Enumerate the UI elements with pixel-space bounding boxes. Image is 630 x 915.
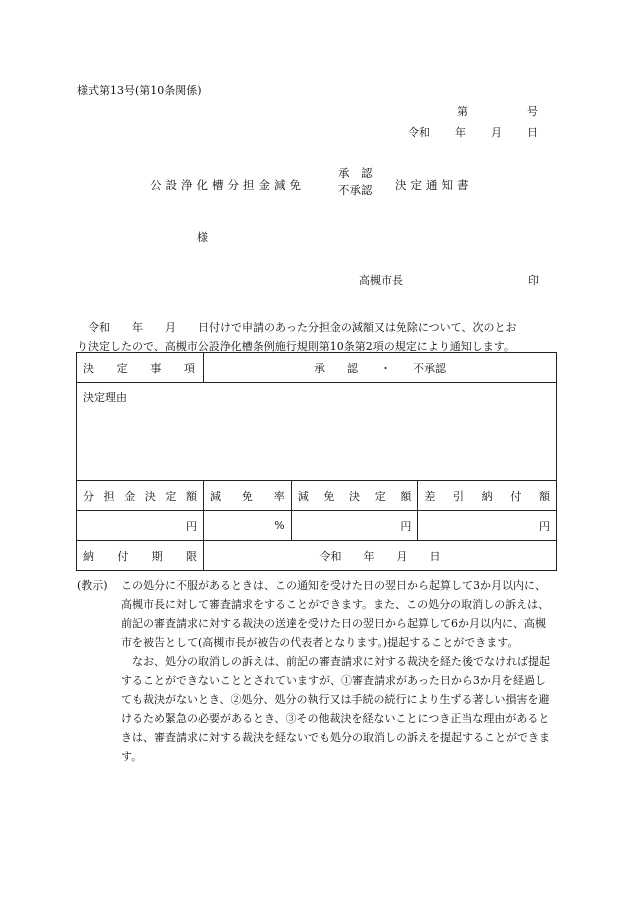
- decision-row: [77, 353, 557, 383]
- col4-header: 差引納付額: [424, 489, 550, 503]
- document-number-line: [457, 103, 538, 119]
- decision-label: 決定事項: [83, 361, 195, 375]
- col2-header: 減免率: [209, 489, 285, 503]
- notes-paragraph-2: なお、処分の取消しの訴えは、前記の審査請求に対する裁決を経た後でなければ提起することができないこととされていますが、①審査請求があった日から3か月を経過しても裁決がないとき、②処分、処分の執行又は手続の続行により生ずる著しい損害を避けるため緊急の必要があるとき、③その他裁決を経ないことにつき正当な理由があるときは、審査請求に対する裁決を経ないでも処分の取消しの訴えを提起することができます。: [121, 655, 550, 763]
- col4-unit: 円: [418, 511, 557, 541]
- decision-table: [76, 352, 557, 571]
- col1-unit: 円: [77, 511, 204, 541]
- year-label: 年: [455, 126, 466, 139]
- col1-cell: [77, 481, 204, 511]
- seal-mark: 印: [528, 274, 539, 287]
- month-label: 月: [491, 126, 502, 139]
- title-approve: 承 認: [338, 166, 373, 180]
- deadline-value: 令和 年 月 日: [203, 541, 556, 571]
- title-choice: [338, 165, 373, 199]
- addressee-honorific: 様: [197, 231, 208, 244]
- notes-label: (教示): [77, 579, 108, 592]
- title-disapprove: 不承認: [338, 183, 373, 197]
- go-label: 号: [527, 105, 538, 118]
- deadline-label-cell: [77, 541, 204, 571]
- col1-header: 分担金決定額: [83, 489, 197, 503]
- reason-cell: [77, 383, 557, 481]
- intro-line-2: り決定したので、高槻市公設浄化槽条例施行規則第10条第2項の規定により通知します。: [77, 340, 515, 353]
- day-label: 日: [527, 126, 538, 139]
- col3-header: 減免決定額: [297, 489, 412, 503]
- notes-paragraph-1: この処分に不服があるときは、この通知を受けた日の翌日から起算して3か月以内に、高槻市長に対して審査請求をすることができます。また、この処分の取消しの訴えは、前記の審査請求に対する裁決の送達を受けた日の翌日から起算して6か月以内に、高槻市を被告として(高槻市長が被告の代表者となります。)提起することができます。: [121, 579, 550, 649]
- title-left: 公設浄化槽分担金減免: [150, 178, 305, 192]
- col3-unit: 円: [291, 511, 418, 541]
- deadline-row: [77, 541, 557, 571]
- reiwa-label: 令和: [408, 126, 430, 139]
- issuer-name: 高槻市長: [359, 274, 403, 287]
- title-right: 決定通知書: [395, 178, 473, 192]
- col2-cell: [203, 481, 291, 511]
- col3-cell: [291, 481, 418, 511]
- intro-line-1: 令和 年 月 日付けで申請のあった分担金の減額又は免除について、次のとお: [88, 321, 517, 334]
- issue-date: [408, 124, 538, 140]
- amount-value-row: [77, 511, 557, 541]
- col2-unit: %: [203, 511, 291, 541]
- intro-text: [77, 318, 553, 356]
- document-title: [150, 165, 490, 199]
- decision-value: 承 認 ・ 不承認: [203, 353, 556, 383]
- form-number: 様式第13号(第10条関係): [77, 84, 202, 97]
- col4-cell: [418, 481, 557, 511]
- deadline-label: 納付期限: [83, 549, 197, 563]
- reason-row: [77, 383, 557, 481]
- amount-header-row: [77, 481, 557, 511]
- dai-label: 第: [457, 105, 468, 118]
- decision-label-cell: [77, 353, 204, 383]
- reason-label: 決定理由: [83, 391, 127, 404]
